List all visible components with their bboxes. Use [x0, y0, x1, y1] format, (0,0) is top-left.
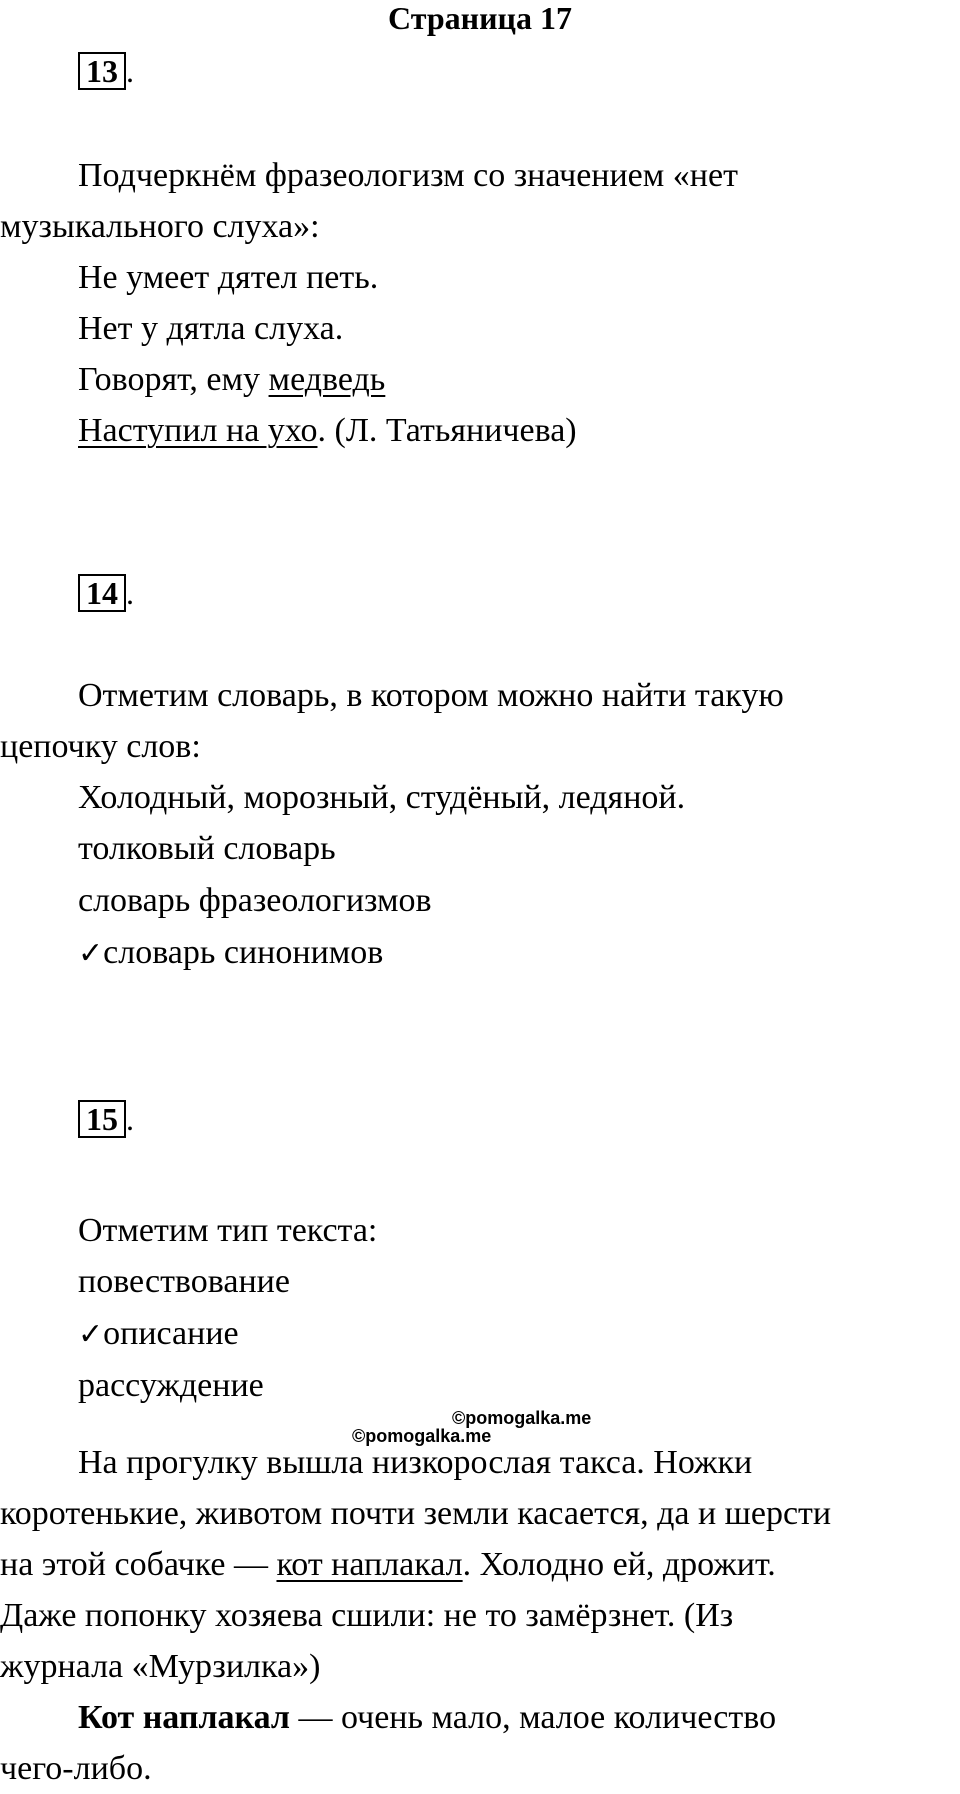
option-description — [0, 1308, 960, 1360]
option-label: словарь фразеологизмов — [78, 882, 432, 919]
option-label: толковый словарь — [78, 830, 336, 867]
task-14-intro-line-1: Отметим словарь, в котором можно найти такую — [78, 677, 784, 714]
poem-line-2: Нет у дятла слуха. — [78, 310, 344, 347]
task-13-intro-line-1: Подчеркнём фразеологизм со значением «нет — [78, 157, 738, 194]
poem-line-1: Не умеет дятел петь. — [78, 259, 379, 296]
option-phraseology-dictionary — [0, 875, 960, 927]
poem-line-3 — [0, 354, 960, 405]
task-15-options — [0, 1205, 960, 1412]
checkmark-icon: ✓ — [78, 936, 104, 971]
task-14-intro-line-2: цепочку слов: — [0, 728, 201, 765]
definition-term: Кот наплакал — [78, 1699, 290, 1736]
text-line-3-end: . Холодно ей, дрожит. — [462, 1546, 776, 1583]
task-number-box: 15 — [78, 1100, 126, 1138]
task-14-number: 14 . — [78, 574, 134, 612]
underlined-phrase: медведь — [268, 361, 386, 398]
task-number-box: 13 — [78, 52, 126, 90]
definition-line — [0, 1692, 960, 1743]
definition-text: — очень мало, малое количество — [289, 1699, 777, 1736]
option-narration — [0, 1256, 960, 1308]
word-chain: Холодный, морозный, студёный, ледяной. — [78, 779, 686, 816]
option-label: описание — [103, 1315, 239, 1352]
checkmark-icon: ✓ — [78, 1317, 104, 1352]
page-title: Страница 17 — [388, 0, 572, 36]
text-line-2: коротенькие, животом почти земли касается, да и шерсти — [0, 1495, 832, 1532]
poem-author: . (Л. Татьяничева) — [317, 412, 577, 449]
option-label: повествование — [78, 1263, 290, 1300]
text-line-4: Даже попонку хозяева сшили: не то замёрзнет. (Из — [0, 1597, 734, 1634]
task-13-body — [0, 150, 960, 456]
option-reasoning — [0, 1360, 960, 1412]
task-13-intro-line-2: музыкального слуха»: — [0, 208, 320, 245]
task-15-text — [0, 1437, 960, 1794]
option-synonym-dictionary — [0, 927, 960, 979]
underlined-phrase: Наступил на ухо — [78, 412, 318, 449]
text-line-5: журнала «Мурзилка») — [0, 1648, 321, 1685]
text-line-3-start: на этой собачке — — [0, 1546, 277, 1583]
definition-line-2: чего-либо. — [0, 1750, 152, 1787]
underlined-phrase: кот наплакал — [276, 1546, 463, 1583]
watermark: ©pomogalka.me — [452, 1408, 592, 1428]
poem-line-3-text: Говорят, ему — [78, 361, 269, 398]
task-15-number: 15 . — [78, 1100, 134, 1138]
option-label: словарь синонимов — [103, 934, 384, 971]
task-14-body — [0, 670, 960, 979]
text-line-1: На прогулку вышла низкорослая такса. Ножки — [78, 1444, 753, 1481]
watermark: ©pomogalka.me — [352, 1426, 492, 1446]
text-line-3 — [0, 1539, 960, 1590]
option-explanatory-dictionary — [0, 823, 960, 875]
task-number-box: 14 — [78, 574, 126, 612]
option-label: рассуждение — [78, 1367, 264, 1404]
task-15-intro: Отметим тип текста: — [78, 1212, 378, 1249]
task-13-number: 13 . — [78, 52, 134, 90]
poem-line-4 — [0, 405, 960, 456]
